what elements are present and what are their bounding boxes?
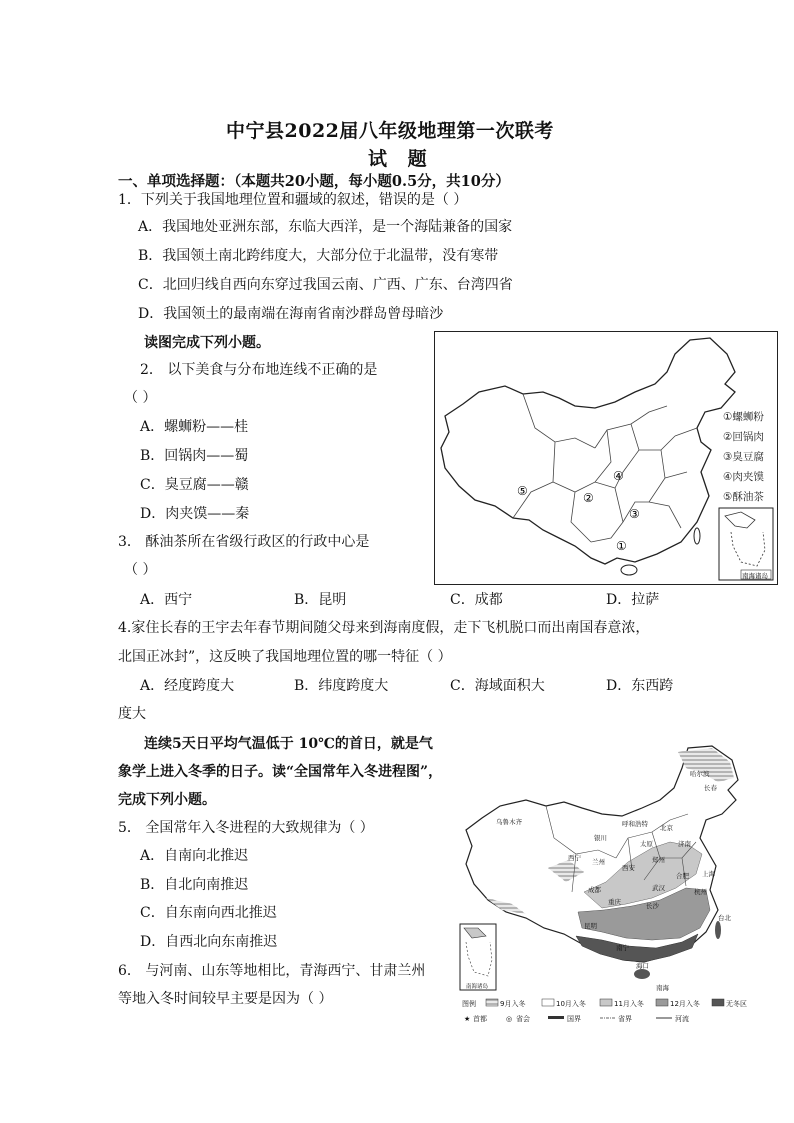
inset-label-2: 南海诸岛 [466,984,489,990]
question-2-paren: （ ） [124,390,157,406]
city-shanghai: 上海 [702,870,715,878]
legend-sep: 9月入冬 [500,1000,526,1008]
legend-item-5: ⑤酥油茶 [723,491,764,503]
city-beijing: 北京 [660,824,673,832]
city-xining: 西宁 [568,854,581,862]
q5-option-d: D．自西北向东南推迟 [140,934,278,950]
legend-border: 国界 [567,1015,581,1023]
question-3-stem: 3． 酥油茶所在省级行政区的行政中心是 [118,534,370,550]
legend-item-1: ①螺蛳粉 [723,411,764,423]
legend-swatch-none [712,999,724,1006]
winter-onset-figure [456,742,778,1028]
city-chongqing: 重庆 [608,898,621,906]
legend-provcap-icon: ◎ [506,1015,513,1023]
city-hefei: 合肥 [676,872,689,880]
legend-provline: 省界 [618,1015,632,1023]
q1-option-c: C．北回归线自西向东穿过我国云南、广西、广东、台湾四省 [138,277,513,293]
legend-swatch-nov [600,999,612,1006]
group1-intro: 读图完成下列小题。 [144,335,270,351]
page-subtitle: 试 题 [368,148,427,170]
q3-option-d: D．拉萨 [606,592,660,608]
city-zhengzhou: 郑州 [652,856,665,864]
legend-dec: 12月入冬 [670,1000,700,1008]
q4-option-c: C．海域面积大 [450,678,545,694]
legend-swatch-oct [542,999,554,1006]
city-taipei: 台北 [718,914,731,922]
city-hangzhou: 杭州 [694,888,707,896]
city-changsha: 长沙 [646,902,659,910]
legend-item-3: ③臭豆腐 [723,451,764,463]
label-nanhai: 南海 [656,984,669,992]
question-2-stem: 2． 以下美食与分布地连线不正确的是 [140,362,378,378]
marker-3: ③ [629,507,640,521]
city-wuhan: 武汉 [652,884,665,892]
question-4-line1: 4.家住长春的王宇去年春节期间随父母来到海南度假，走下飞机脱口而出南国春意浓， [118,620,650,636]
legend-title: 图例 [462,1000,476,1008]
city-urumqi: 乌鲁木齐 [496,818,522,826]
china-outline [441,338,735,564]
legend-oct: 10月入冬 [556,1000,586,1008]
q3-option-a: A．西宁 [140,592,193,608]
legend-border-icon [548,1016,564,1019]
question-6-line1: 6． 与河南、山东等地相比，青海西宁、甘肃兰州 [118,963,426,979]
question-6-line2: 等地入冬时间较早主要是因为（ ） [118,991,333,1007]
q5-option-b: B．自北向南推迟 [140,877,249,893]
taiwan-island [694,528,700,544]
hainan-2 [634,969,650,979]
city-nanning: 南宁 [616,944,629,952]
city-yinchuan: 银川 [594,834,607,842]
question-5-stem: 5． 全国常年入冬进程的大致规律为（ ） [118,820,374,836]
q4-option-d: D．东西跨 [606,678,674,694]
city-haikou: 海口 [636,962,649,970]
group2-intro-line3: 完成下列小题。 [118,792,216,808]
taiwan-2 [715,921,721,939]
city-kunming: 昆明 [584,922,597,930]
q4-option-d-wrap: 度大 [118,706,146,722]
food-map [434,331,778,585]
question-3-paren: （ ） [124,562,157,578]
q3-option-b: B．昆明 [294,592,347,608]
city-xian: 西安 [622,864,635,872]
q4-option-a: A．经度跨度大 [140,678,235,694]
q2-option-a: A．螺蛳粉——桂 [140,419,249,435]
section-heading: 一、单项选择题：（本题共20小题，每小题0.5分，共10分） [118,173,510,190]
legend-provcap: 省会 [516,1015,530,1023]
marker-4: ④ [613,469,624,483]
city-harbin: 哈尔滨 [690,770,710,778]
marker-5: ⑤ [517,484,528,498]
q1-option-d: D．我国领土的最南端在海南省南沙群岛曾母暗沙 [138,306,444,322]
legend-river: 河流 [675,1015,689,1023]
hainan-island [621,565,637,575]
q4-option-b: B．纬度跨度大 [294,678,389,694]
q3-option-c: C．成都 [450,592,503,608]
question-1-stem: 1．下列关于我国地理位置和疆域的叙述，错误的是（ ） [118,192,468,208]
city-lanzhou: 兰州 [592,858,605,866]
food-map-figure [435,332,777,584]
legend-nov: 11月入冬 [614,1000,644,1008]
marker-1: ① [616,539,627,553]
legend-swatch-dec [656,999,668,1006]
q2-option-d: D．肉夹馍——秦 [140,506,250,522]
winter-onset-map [456,742,778,1028]
q5-option-a: A．自南向北推迟 [140,848,249,864]
marker-2: ② [583,491,594,505]
legend-capital-icon: ★ [464,1015,471,1023]
city-chengdu: 成都 [588,886,601,894]
q2-option-b: B．回锅肉——蜀 [140,448,249,464]
q5-option-c: C．自东南向西北推迟 [140,905,277,921]
group2-intro-line1: 连续5天日平均气温低于 10℃的首日，就是气 [144,736,433,752]
legend-item-4: ④肉夹馍 [723,471,764,483]
city-changchun: 长春 [704,784,717,792]
page-title: 中宁县2022届八年级地理第一次联考 [226,120,554,142]
city-jinan: 济南 [678,840,691,848]
legend-none: 无冬区 [726,1000,747,1008]
inset-label: 南海诸岛 [742,572,768,580]
legend-swatch-sep [486,999,498,1006]
legend-item-2: ②回锅肉 [723,431,764,443]
city-hohhot: 呼和浩特 [622,820,648,828]
group2-intro-line2: 象学上进入冬季的日子。读“全国常年入冬进程图”， [118,764,443,780]
question-4-line2: 北国正冰封”，这反映了我国地理位置的哪一特征（ ） [118,649,452,665]
q1-option-b: B．我国领土南北跨纬度大，大部分位于北温带，没有寒带 [138,248,499,264]
city-taiyuan: 太原 [640,840,653,848]
q2-option-c: C．臭豆腐——赣 [140,477,249,493]
legend-capital: 首都 [473,1015,487,1023]
q1-option-a: A．我国地处亚洲东部，东临大西洋，是一个海陆兼备的国家 [138,219,513,235]
